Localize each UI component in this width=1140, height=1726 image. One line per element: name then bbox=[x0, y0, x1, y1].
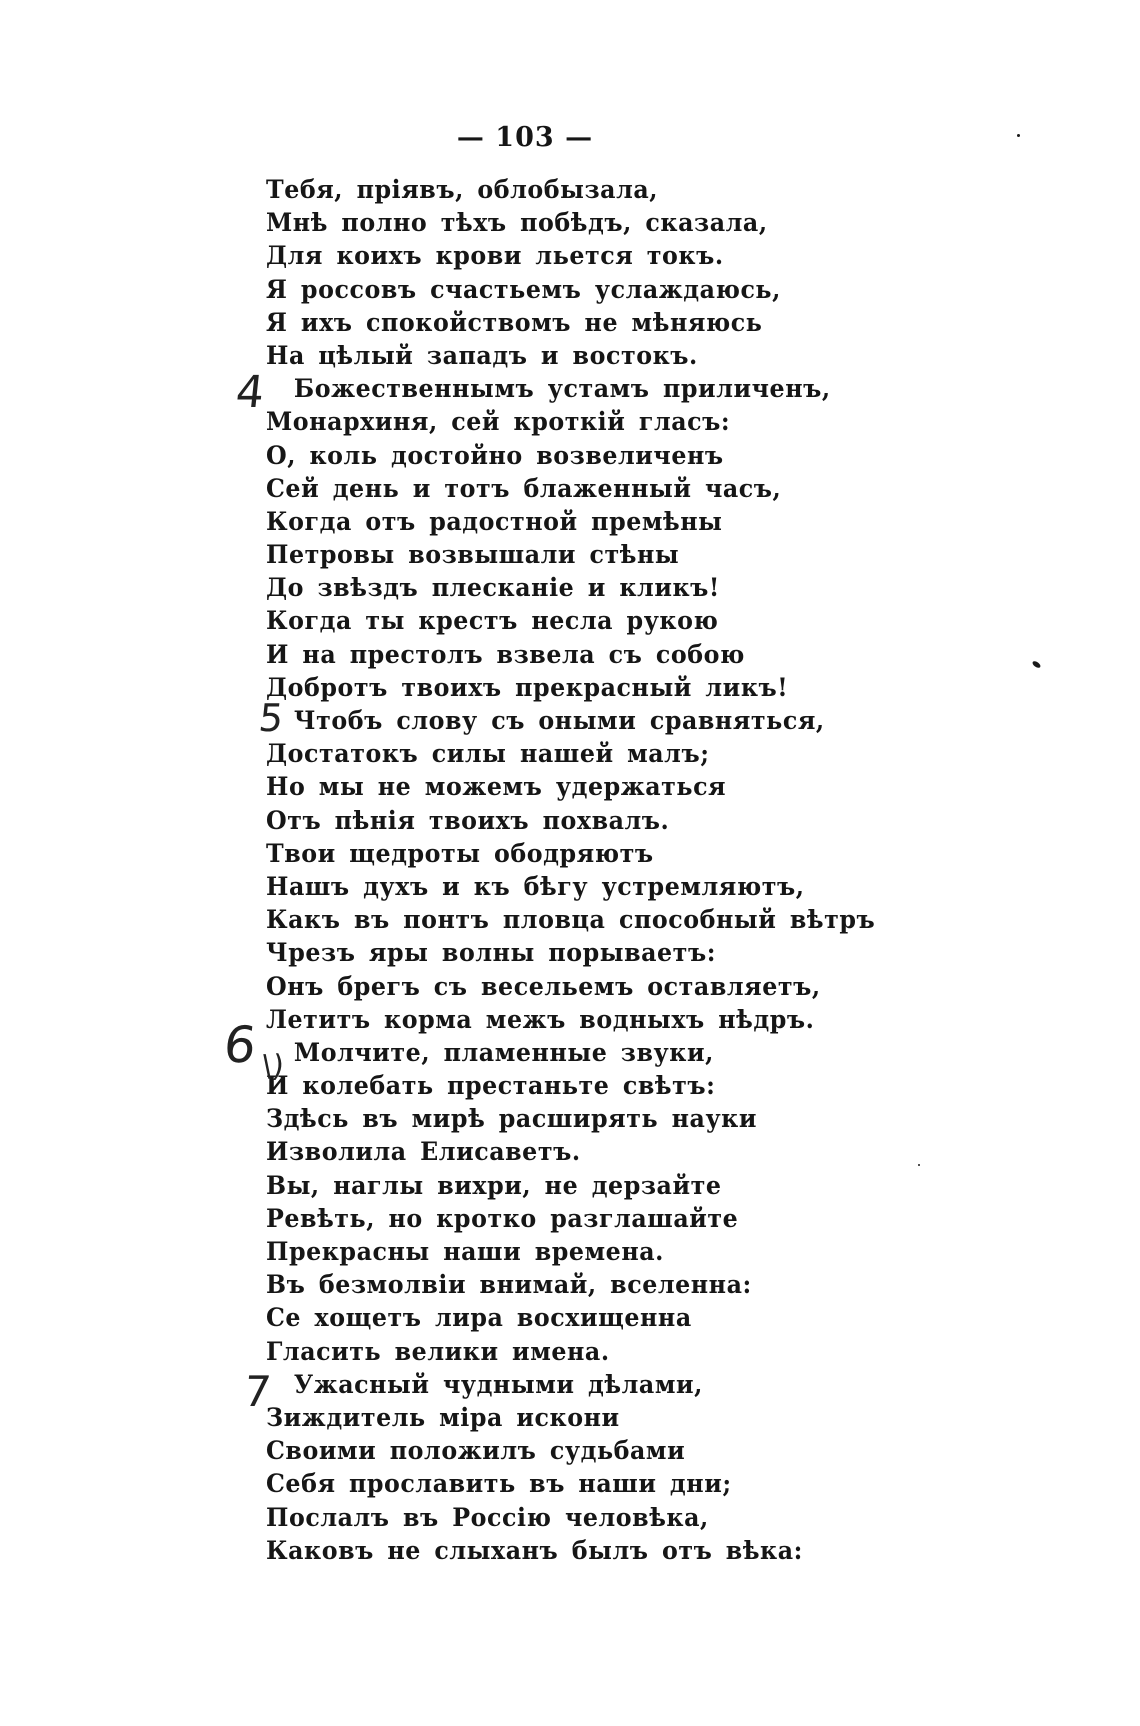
poem-line: Добротъ твоихъ прекрасный ликъ! bbox=[266, 672, 789, 703]
poem-line: Своими положилъ судьбами bbox=[266, 1436, 686, 1467]
poem-line: Твои щедроты ободряютъ bbox=[266, 838, 654, 869]
ink-speck bbox=[1031, 660, 1041, 669]
poem-line: Я ихъ спокойствомъ не мѣняюсь bbox=[266, 307, 763, 338]
poem-line: Когда отъ радостной премѣны bbox=[266, 506, 723, 537]
poem-line: Въ безмолвіи внимай, вселенна: bbox=[266, 1270, 752, 1301]
poem-line: Мнѣ полно тѣхъ побѣдъ, сказала, bbox=[266, 208, 768, 239]
poem-line: Молчите, пламенные звуки, bbox=[293, 1037, 714, 1068]
poem-line: Вы, наглы вихри, не дерзайте bbox=[266, 1170, 722, 1201]
poem-line: О, коль достойно возвеличенъ bbox=[266, 440, 724, 471]
poem-line: Достатокъ силы нашей малъ; bbox=[266, 739, 710, 770]
handwritten-stanza-number: 5 bbox=[256, 696, 286, 740]
poem-line: Нашъ духъ и къ бѣгу устремляютъ, bbox=[266, 871, 805, 902]
poem-line: Тебя, пріявъ, облобызала, bbox=[266, 175, 659, 205]
poem-line: Летитъ корма межъ водныхъ нѣдръ. bbox=[266, 1004, 815, 1035]
poem-line: Сей день и тотъ блаженный часъ, bbox=[266, 473, 782, 504]
ink-speck bbox=[918, 1164, 920, 1166]
poem-line: Каковъ не слыханъ былъ отъ вѣка: bbox=[266, 1535, 803, 1566]
handwritten-mark: \) bbox=[260, 1049, 286, 1084]
poem-line: И колебать престаньте свѣтъ: bbox=[266, 1071, 716, 1102]
poem-line: Ревѣть, но кротко разглашайте bbox=[266, 1203, 739, 1234]
poem-line: И на престолъ взвела съ собою bbox=[266, 639, 745, 670]
poem-line: Гласить велики имена. bbox=[266, 1336, 610, 1367]
page-number: — 103 — bbox=[456, 122, 594, 153]
handwritten-stanza-number: 7 bbox=[241, 1367, 274, 1416]
handwritten-stanza-number: 4 bbox=[233, 367, 267, 418]
poem-line: Послалъ въ Россію человѣка, bbox=[266, 1502, 709, 1533]
poem-line: До звѣздъ плесканіе и кликъ! bbox=[266, 573, 720, 604]
poem-line: Я россовъ счастьемъ услаждаюсь, bbox=[266, 274, 781, 305]
poem-line: Здѣсь въ мирѣ расширять науки bbox=[266, 1104, 758, 1135]
poem-line: Отъ пѣнія твоихъ похвалъ. bbox=[266, 805, 670, 836]
poem-line: Прекрасны наши времена. bbox=[266, 1237, 664, 1267]
poem-line: Ужасный чудными дѣлами, bbox=[293, 1369, 703, 1400]
poem-line: Себя прославить въ наши дни; bbox=[266, 1469, 732, 1500]
poem-line: Монархиня, сей кроткій гласъ: bbox=[266, 407, 731, 438]
poem-line: Когда ты крестъ несла рукою bbox=[266, 606, 719, 637]
poem-text bbox=[266, 174, 921, 1568]
poem-line: Петровы возвышали стѣны bbox=[266, 540, 680, 571]
poem-line: Чрезъ яры волны порываетъ: bbox=[266, 938, 717, 969]
poem-line: Божественнымъ устамъ приличенъ, bbox=[293, 374, 831, 405]
ink-speck bbox=[1017, 134, 1020, 137]
poem-line: Онъ брегъ съ весельемъ оставляетъ, bbox=[266, 971, 821, 1002]
poem-line: Но мы не можемъ удержаться bbox=[266, 772, 727, 803]
poem-line: Се хощетъ лира восхищенна bbox=[266, 1303, 692, 1334]
handwritten-stanza-number: 6 bbox=[220, 1016, 259, 1074]
poem-line: Какъ въ понтъ пловца способный вѣтръ bbox=[266, 905, 876, 936]
poem-line: Чтобъ слову съ оными сравняться, bbox=[293, 706, 825, 736]
poem-line: Для коихъ крови льется токъ. bbox=[266, 241, 724, 272]
poem-line: На цѣлый западъ и востокъ. bbox=[266, 340, 698, 371]
poem-line: Изволила Елисаветъ. bbox=[266, 1137, 581, 1168]
poem-line: Зиждитель міра искони bbox=[266, 1402, 620, 1433]
